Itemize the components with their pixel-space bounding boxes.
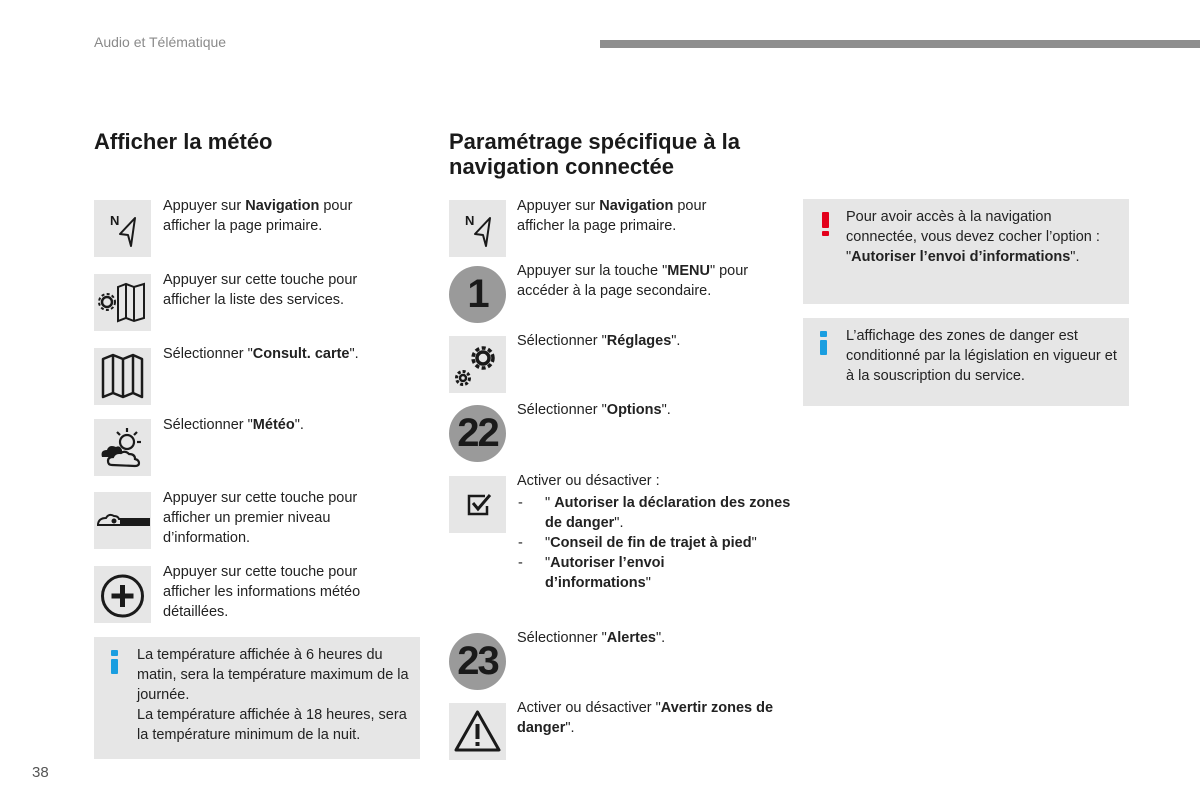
step-badge-1: 1: [449, 266, 506, 323]
checkbox-icon: [449, 476, 506, 533]
settings-gears-icon: [449, 336, 506, 393]
svg-text:N: N: [110, 213, 120, 228]
services-icon: [94, 274, 151, 331]
left-note-line-1: La température affichée à 6 heures du matin, sera la température maximum de la journée.: [137, 647, 409, 703]
page-number: 38: [32, 764, 49, 781]
step-badge-23: 23: [449, 633, 506, 690]
svg-text:N: N: [465, 213, 475, 228]
left-section-title: Afficher la météo: [94, 129, 273, 154]
left-step-6-text: Appuyer sur cette touche pour afficher les informations météo détaillées.: [163, 564, 361, 620]
weather-icon: [94, 419, 151, 476]
middle-step-1-text: Appuyer sur Navigation pour afficher la page primaire.: [517, 198, 707, 234]
middle-section-title: Paramétrage spécifique à la navigation connectée: [449, 129, 741, 179]
left-note-line-2: La température affichée à 18 heures, sera la température minimum de la nuit.: [137, 707, 407, 743]
middle-step-3-text: Sélectionner "Réglages".: [517, 333, 681, 349]
middle-step-7-text: Activer ou désactiver "Avertir zones de danger".: [517, 700, 774, 736]
left-step-2-text: Appuyer sur cette touche pour afficher la liste des services.: [163, 272, 358, 308]
options-list: [517, 493, 792, 593]
middle-step-4-text: Sélectionner "Options".: [517, 402, 671, 418]
navigation-icon: [94, 200, 151, 257]
option-item: - "Autoriser l’envoi d’informations": [517, 553, 705, 593]
right-info-text: L’affichage des zones de danger est conditionné par la législation en vigueur et à la souscription du service.: [846, 328, 1117, 384]
option-item: - " Autoriser la déclaration des zones de danger".: [517, 493, 792, 533]
navigation-icon: [449, 200, 506, 257]
right-info-note: [803, 318, 1129, 406]
info-icon: [111, 650, 119, 674]
left-info-note: [94, 637, 420, 759]
first-level-info-icon: [94, 492, 151, 549]
exclamation-icon: [822, 212, 830, 236]
option-item: - "Conseil de fin de trajet à pied": [517, 533, 792, 553]
left-step-3-text: Sélectionner "Consult. carte".: [163, 346, 359, 362]
step-badge-22: 22: [449, 405, 506, 462]
warning-triangle-icon: [449, 703, 506, 760]
map-icon: [94, 348, 151, 405]
middle-step-5-text: Activer ou désactiver : - " Autoriser la déclaration des zones de danger". - "Conseil de fin de trajet à pied" - "Autoriser l’envoi d’informations": [517, 471, 792, 593]
info-icon: [820, 331, 828, 355]
header-title: Audio et Télématique: [94, 34, 227, 50]
left-step-4-text: Sélectionner "Météo".: [163, 417, 304, 433]
right-warning-note: Pour avoir accès à la navigation connectée, vous devez cocher l’option : "Autoriser l’envoi d’informations".: [803, 199, 1129, 304]
left-step-5-text: Appuyer sur cette touche pour afficher un premier niveau d’information.: [163, 490, 358, 546]
plus-icon: [94, 566, 151, 623]
left-step-1-text: Appuyer sur Navigation pour afficher la page primaire.: [163, 198, 353, 234]
middle-step-6-text: Sélectionner "Alertes".: [517, 630, 666, 646]
middle-step-2-text: Appuyer sur la touche "MENU" pour accéder à la page secondaire.: [517, 263, 749, 299]
header-bar: [600, 40, 1200, 48]
